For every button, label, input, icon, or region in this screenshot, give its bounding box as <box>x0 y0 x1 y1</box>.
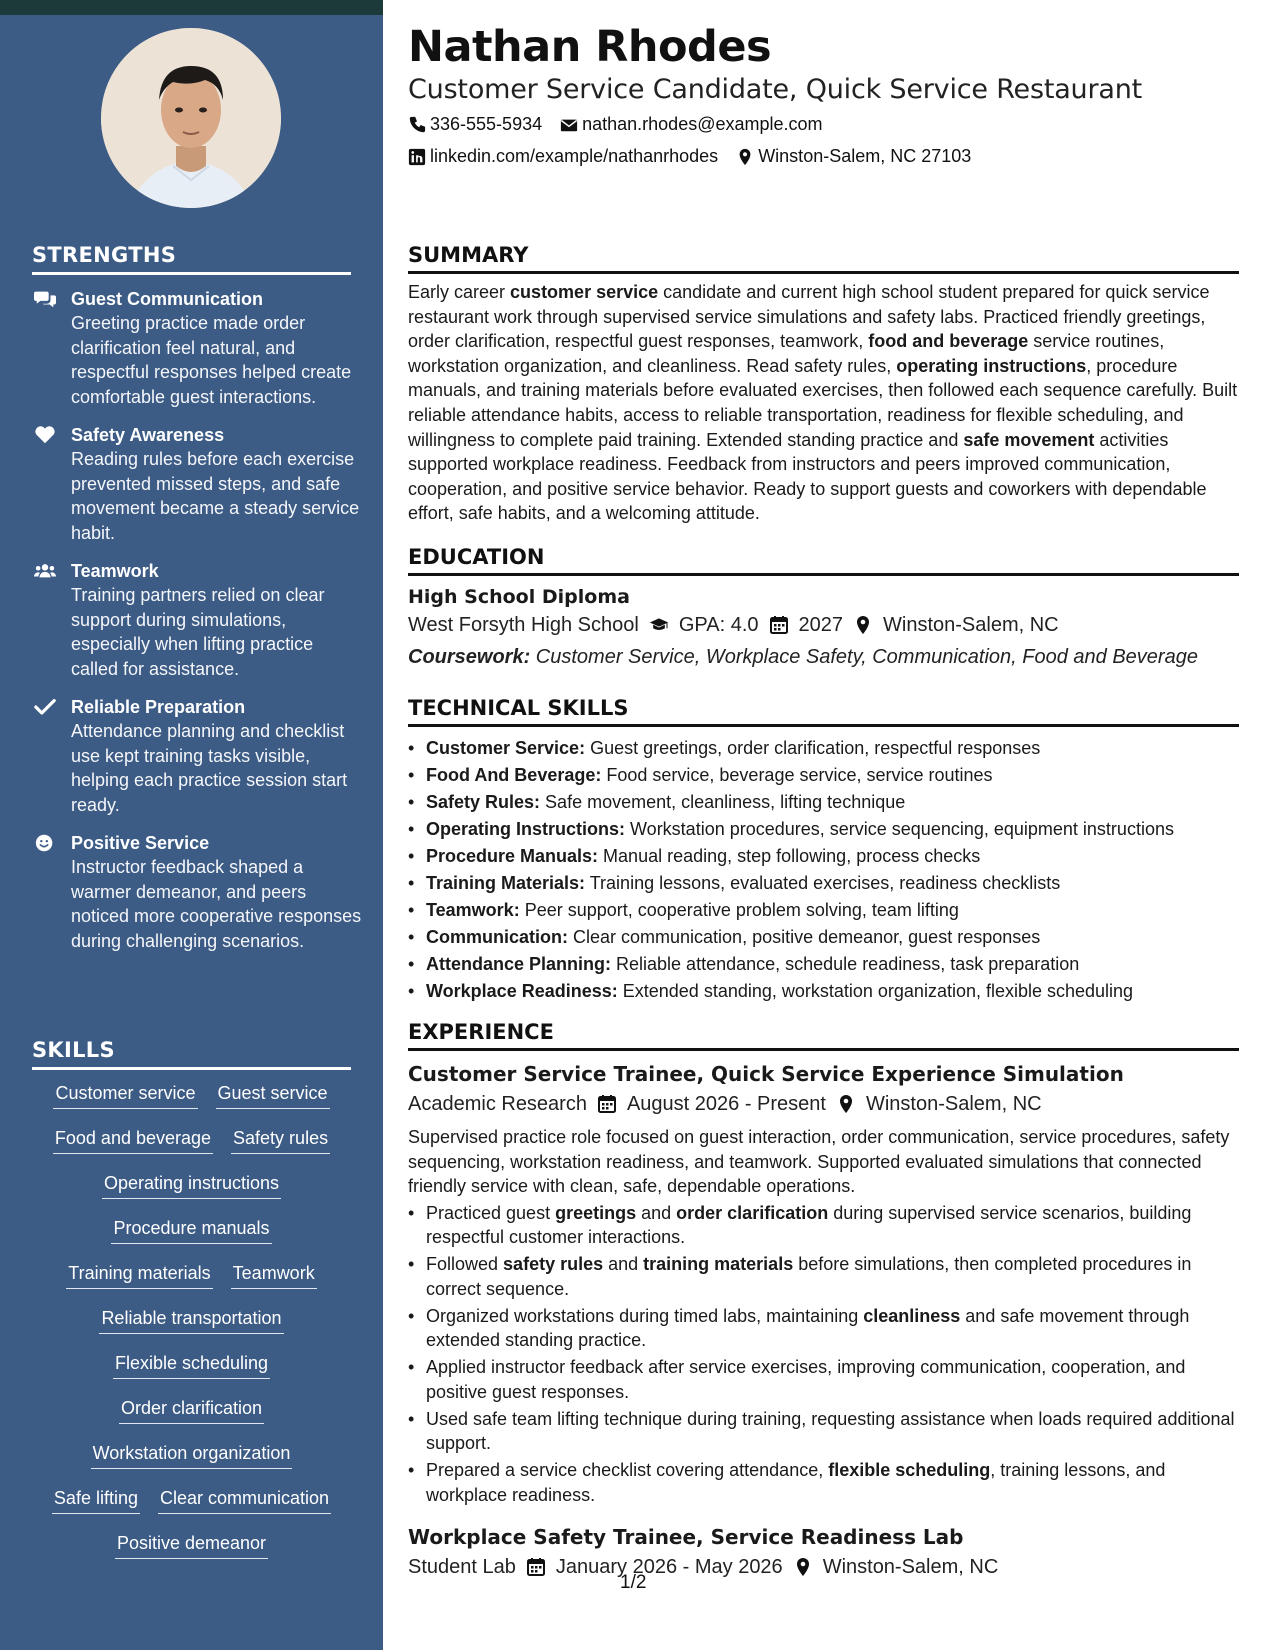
strength-item <box>32 423 362 545</box>
skill-tag: Guest service <box>216 1082 330 1109</box>
skill-tag: Order clarification <box>119 1397 264 1424</box>
skill-category: Attendance Planning: <box>426 954 612 974</box>
skill-category: Training Materials: <box>426 873 586 893</box>
skill-tag: Operating instructions <box>102 1172 281 1199</box>
skill-row <box>32 1217 351 1262</box>
skill-row <box>32 1172 351 1217</box>
sidebar-top-bar <box>0 0 383 15</box>
strength-title: Reliable Preparation <box>71 697 246 717</box>
strength-item <box>32 559 362 681</box>
technical-skills-list <box>408 735 1239 1005</box>
coursework-label: Coursework: <box>408 646 531 668</box>
skill-tag: Reliable transportation <box>99 1307 283 1334</box>
list-item <box>408 1407 1239 1456</box>
coursework <box>408 640 1239 674</box>
job-dates: August 2026 - Present <box>626 1093 826 1115</box>
strength-title: Positive Service <box>71 833 210 853</box>
text-segment: and <box>636 1202 677 1223</box>
job-description: Supervised practice role focused on guest interaction, order communication, service procedures, safety sequencing, workstation readiness, and teamwork. Supported evaluated simulations that connected friendly service with clean, safe, dependable operations. <box>408 1127 1230 1196</box>
skill-tag: Training materials <box>66 1262 212 1289</box>
map-pin-icon <box>793 1557 813 1577</box>
skill-values: Peer support, cooperative problem solving, team lifting <box>519 900 959 920</box>
comments-icon <box>32 287 71 409</box>
page-number: 1/2 <box>620 1572 647 1593</box>
degree: High School Diploma <box>408 586 630 608</box>
job-dates: January 2026 - May 2026 <box>555 1556 783 1578</box>
education-entry <box>408 584 1239 674</box>
smile-icon <box>32 831 71 953</box>
technical-skills-heading: TECHNICAL SKILLS <box>408 696 1239 727</box>
skill-category: Customer Service: <box>426 738 586 758</box>
strength-item <box>32 287 362 409</box>
strengths-heading: STRENGTHS <box>32 243 351 275</box>
emphasis-text: order clarification <box>676 1202 829 1223</box>
text-segment: Used safe team lifting technique during training, requesting assistance when loads required additional support. <box>426 1408 1235 1453</box>
job-location: Winston-Salem, NC <box>822 1556 999 1578</box>
skill-row <box>32 1532 351 1577</box>
text-segment: and <box>603 1254 644 1274</box>
phone-icon <box>408 116 426 134</box>
skill-values: Guest greetings, order clarification, respectful responses <box>585 738 1041 758</box>
profile-photo <box>101 28 281 208</box>
skill-row <box>32 1262 351 1307</box>
list-item <box>408 951 1239 978</box>
text-segment: Applied instructor feedback after service exercises, improving communication, cooperation, and positive guest responses. <box>426 1357 1186 1402</box>
education-meta <box>408 610 1239 640</box>
skill-row <box>32 1442 351 1487</box>
skill-tag: Positive demeanor <box>115 1532 268 1559</box>
text-segment: during supervised service scenarios, building respectful customer interactions. <box>426 1202 1192 1247</box>
list-item <box>408 1201 1239 1250</box>
skills-heading: SKILLS <box>32 1038 351 1070</box>
skill-category: Workplace Readiness: <box>426 981 618 1001</box>
experience-heading: EXPERIENCE <box>408 1020 1239 1051</box>
job-title: Workplace Safety Trainee, Service Readiness Lab <box>408 1525 964 1549</box>
calendar-icon <box>597 1094 617 1114</box>
linkedin-icon <box>408 148 426 166</box>
skill-tag: Flexible scheduling <box>113 1352 270 1379</box>
text-segment: Followed <box>426 1254 504 1274</box>
summary-text <box>408 280 1239 526</box>
skill-tag: Teamwork <box>231 1262 317 1289</box>
list-item <box>408 762 1239 789</box>
skill-tag: Safety rules <box>231 1127 330 1154</box>
text-segment: before simulations, then completed procedures in correct sequence. <box>426 1254 1192 1299</box>
phone-text: 336-555-5934 <box>430 114 543 134</box>
list-item <box>408 816 1239 843</box>
strength-description: Reading rules before each exercise prevented missed steps, and safe movement became a steady service habit. <box>71 449 360 543</box>
skill-values: Manual reading, step following, process checks <box>598 846 981 866</box>
text-segment: activities supported workplace readiness. Feedback from instructors and peers improved communication, cooperation, and positive service behavior. Ready to support guests and coworkers with dependable effort, safe habits, and a welcoming attitude. <box>408 429 1207 524</box>
skill-tag: Safe lifting <box>52 1487 140 1514</box>
text-segment: candidate and current high school student prepared for quick service restaurant work through supervised service simulations and safety labs. Practiced friendly greetings, order clarification, respectful guest responses, teamwork, <box>408 282 1210 352</box>
job-meta <box>408 1089 1239 1119</box>
skill-values: Reliable attendance, schedule readiness, task preparation <box>611 954 1080 974</box>
skill-values: Clear communication, positive demeanor, guest responses <box>568 927 1041 947</box>
skills-list <box>32 1082 351 1577</box>
map-pin-icon <box>853 615 873 635</box>
text-segment: Practiced guest <box>426 1202 556 1223</box>
skill-tag: Workstation organization <box>91 1442 293 1469</box>
text-segment: Organized workstations during timed labs, maintaining <box>426 1305 864 1326</box>
text-segment: and safe movement through extended standing practice. <box>426 1305 1190 1350</box>
emphasis-text: greetings <box>555 1202 637 1223</box>
skill-values: Safe movement, cleanliness, lifting technique <box>540 792 906 812</box>
skill-category: Safety Rules: <box>426 792 541 812</box>
skill-row <box>32 1082 351 1127</box>
list-item <box>408 1355 1239 1404</box>
location-text: Winston-Salem, NC 27103 <box>758 146 972 166</box>
organization: Academic Research <box>408 1093 587 1115</box>
job-bullets <box>408 1201 1239 1508</box>
skill-row <box>32 1127 351 1172</box>
linkedin-contact <box>408 146 718 167</box>
organization: Student Lab <box>408 1556 516 1578</box>
strength-description: Training partners relied on clear support during simulations, especially when lifting practice called for assistance. <box>71 585 325 679</box>
skill-tag: Procedure manuals <box>111 1217 271 1244</box>
experience-entry <box>408 1059 1239 1510</box>
skill-row <box>32 1307 351 1352</box>
strength-title: Guest Communication <box>71 289 264 309</box>
avatar <box>101 28 281 208</box>
list-item <box>408 978 1239 1005</box>
skill-values: Food service, beverage service, service routines <box>601 765 993 785</box>
linkedin-text: linkedin.com/example/nathanrhodes <box>430 146 719 166</box>
skill-category: Communication: <box>426 927 568 947</box>
strength-description: Instructor feedback shaped a warmer demeanor, and peers noticed more cooperative responses during challenging scenarios. <box>71 857 362 951</box>
candidate-headline: Customer Service Candidate, Quick Service Restaurant <box>408 74 1143 105</box>
text-segment: , procedure manuals, and training materials before evaluated exercises, then followed each sequence carefully. Built reliable attendance habits, access to reliable transportation, readiness for flexible scheduling, and willingness to complete paid training. Extended standing practice and <box>408 355 1238 450</box>
contact-line-1 <box>408 114 823 135</box>
text-segment: Early career <box>408 282 511 302</box>
emphasis-text: customer service <box>510 282 659 302</box>
school-location: Winston-Salem, NC <box>883 614 1059 636</box>
skill-category: Operating Instructions: <box>426 819 626 839</box>
list-item <box>408 897 1239 924</box>
emphasis-text: safety rules <box>503 1254 604 1274</box>
map-pin-icon <box>736 148 754 166</box>
heart-icon <box>32 423 71 545</box>
emphasis-text: operating instructions <box>896 355 1087 376</box>
emphasis-text: training materials <box>643 1254 794 1274</box>
emphasis-text: food and beverage <box>868 331 1029 352</box>
skill-values: Workstation procedures, service sequencing, equipment instructions <box>625 819 1174 839</box>
email-contact <box>560 114 822 135</box>
text-segment: , training lessons, and workplace readiness. <box>426 1460 1166 1505</box>
candidate-name: Nathan Rhodes <box>408 22 772 72</box>
skill-row <box>32 1487 351 1532</box>
location-contact <box>736 146 971 167</box>
list-item <box>408 1458 1239 1507</box>
strength-item <box>32 695 362 817</box>
graduation-cap-icon <box>649 615 669 635</box>
users-icon <box>32 559 71 681</box>
strength-description: Attendance planning and checklist use kept training tasks visible, helping each practice session start ready. <box>71 721 348 815</box>
calendar-icon <box>526 1557 546 1577</box>
list-item <box>408 735 1239 762</box>
experience-entry <box>408 1522 1239 1582</box>
job-title: Customer Service Trainee, Quick Service Experience Simulation <box>408 1062 1124 1086</box>
job-meta <box>408 1552 1239 1582</box>
gpa: GPA: 4.0 <box>678 614 759 636</box>
strength-description: Greeting practice made order clarification feel natural, and respectful responses helped create comfortable guest interactions. <box>71 313 352 407</box>
job-location: Winston-Salem, NC <box>865 1093 1042 1115</box>
skill-category: Food And Beverage: <box>426 765 602 785</box>
envelope-icon <box>560 116 578 134</box>
strength-title: Teamwork <box>71 561 159 581</box>
emphasis-text: cleanliness <box>863 1305 961 1326</box>
skill-tag: Food and beverage <box>53 1127 213 1154</box>
sidebar <box>0 0 383 1650</box>
emphasis-text: flexible scheduling <box>828 1460 991 1480</box>
list-item <box>408 924 1239 951</box>
check-icon <box>32 695 71 817</box>
skill-row <box>32 1352 351 1397</box>
skill-row <box>32 1397 351 1442</box>
strength-title: Safety Awareness <box>71 425 225 445</box>
email-text: nathan.rhodes@example.com <box>582 114 823 134</box>
phone-contact <box>408 114 542 135</box>
skill-category: Procedure Manuals: <box>426 846 599 866</box>
emphasis-text: safe movement <box>963 429 1095 450</box>
strength-item <box>32 831 362 953</box>
coursework-list: Customer Service, Workplace Safety, Communication, Food and Beverage <box>530 646 1198 668</box>
list-item <box>408 843 1239 870</box>
calendar-icon <box>769 615 789 635</box>
skill-values: Extended standing, workstation organization, flexible scheduling <box>617 981 1134 1001</box>
text-segment: service routines, workstation organization, and cleanliness. Read safety rules, <box>408 331 1165 376</box>
list-item <box>408 1304 1239 1353</box>
school-name: West Forsyth High School <box>408 614 639 636</box>
skill-tag: Customer service <box>53 1082 197 1109</box>
skill-category: Teamwork: <box>426 900 520 920</box>
strengths-list <box>32 287 362 967</box>
list-item <box>408 870 1239 897</box>
list-item <box>408 1252 1239 1301</box>
contact-line-2 <box>408 146 971 167</box>
map-pin-icon <box>836 1094 856 1114</box>
skill-tag: Clear communication <box>158 1487 331 1514</box>
summary-heading: SUMMARY <box>408 243 1239 274</box>
education-heading: EDUCATION <box>408 545 1239 576</box>
graduation-year: 2027 <box>798 614 844 636</box>
skill-values: Training lessons, evaluated exercises, readiness checklists <box>585 873 1061 893</box>
list-item <box>408 789 1239 816</box>
text-segment: Prepared a service checklist covering attendance, <box>426 1460 829 1480</box>
